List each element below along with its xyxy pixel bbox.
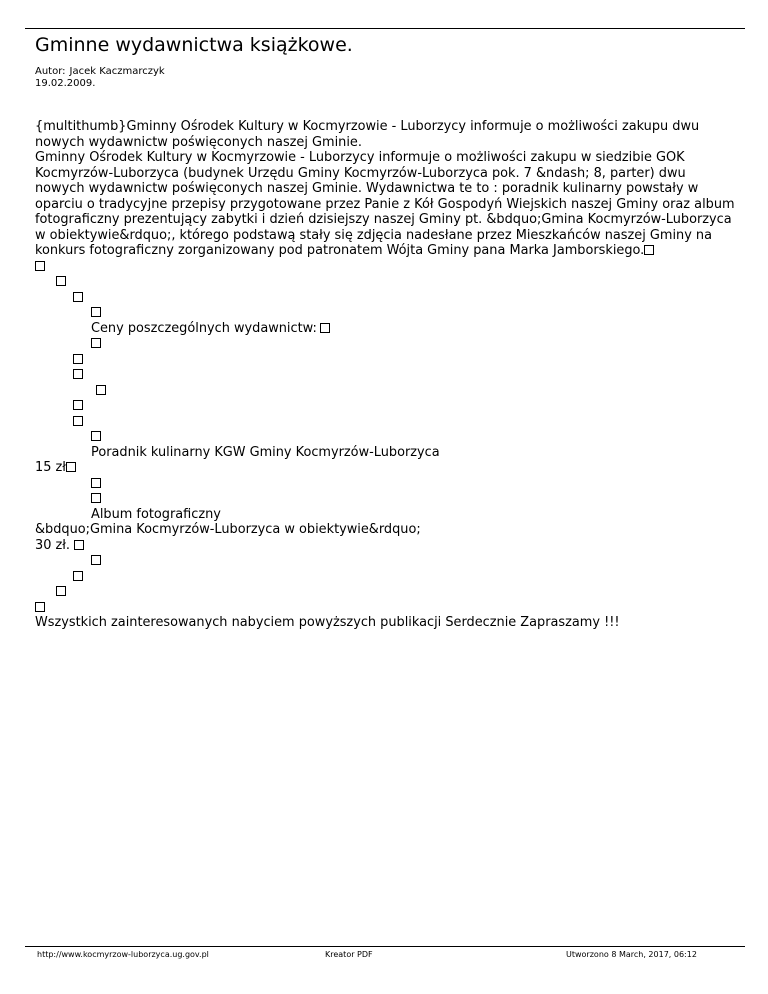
- footer-divider: [25, 946, 745, 947]
- author-label: Autor:: [35, 66, 66, 77]
- missing-glyph-icon: [56, 586, 66, 596]
- page-title: Gminne wydawnictwa książkowe.: [35, 34, 353, 56]
- missing-glyph-icon: [35, 261, 45, 271]
- missing-glyph-icon: [56, 276, 66, 286]
- item2-name: Album fotograficzny: [91, 506, 221, 522]
- missing-glyph-icon: [320, 323, 330, 333]
- missing-glyph-icon: [91, 493, 101, 503]
- closing-line: Wszystkich zainteresowanych nabyciem powyższych publikacji Serdecznie Zapraszamy !!!: [35, 615, 620, 630]
- missing-glyph-icon: [644, 245, 654, 255]
- intro-paragraph: {multithumb}Gminny Ośrodek Kultury w Kocmyrzowie - Luborzycy informuje o możliwości zakupu dwu nowych wydawnictw poświęconych naszej Gminie.: [35, 119, 700, 150]
- article-body: [35, 119, 735, 631]
- item1-name: Poradnik kulinarny KGW Gminy Kocmyrzów-Luborzyca: [91, 444, 440, 460]
- missing-glyph-icon: [91, 431, 101, 441]
- item1-price: 15 zł: [35, 460, 735, 476]
- main-paragraph: Gminny Ośrodek Kultury w Kocmyrzowie - Luborzycy informuje o możliwości zakupu w siedzibie GOK Kocmyrzów-Luborzyca (budynek Urzędu Gminy Kocmyrzów-Luborzyca pok. 7 &ndash; 8, parter) dwu nowych wydawnictw poświęconych naszej Gminie. Wydawnictwa te to : poradnik kulinarny powstały w oparciu o tradycyjne przepisy przygotowane przez Panie z Kół Gospodyń Wiejskich naszej Gminy oraz album fotograficzny prezentujący zabytki i dzień dzisiejszy naszej Gminy pt. &bdquo;Gmina Kocmyrzów-Luborzyca w obiektywie&rdquo;, którego podstawą stały się zdjęcia nadesłane przez Mieszkańców naszej Gminy na konkurs fotograficzny zorganizowany pod patronatem Wójta Gminy pana Marka Jamborskiego.: [35, 150, 735, 258]
- item2-price: 30 zł.: [35, 538, 735, 554]
- missing-glyph-icon: [73, 354, 83, 364]
- footer-url[interactable]: http://www.kocmyrzow-luborzyca.ug.gov.pl: [37, 950, 209, 959]
- missing-glyph-icon: [96, 385, 106, 395]
- missing-glyph-icon: [91, 338, 101, 348]
- footer-generator: Kreator PDF: [325, 950, 373, 959]
- missing-glyph-icon: [91, 307, 101, 317]
- missing-glyph-icon: [73, 416, 83, 426]
- missing-glyph-icon: [73, 400, 83, 410]
- missing-glyph-icon: [66, 462, 76, 472]
- missing-glyph-icon: [91, 555, 101, 565]
- missing-glyph-icon: [73, 369, 83, 379]
- prices-heading: Ceny poszczególnych wydawnictw:: [35, 321, 735, 337]
- missing-glyph-icon: [35, 602, 45, 612]
- missing-glyph-icon: [91, 478, 101, 488]
- author-name: Jacek Kaczmarczyk: [69, 66, 165, 77]
- missing-glyph-icon: [73, 571, 83, 581]
- top-divider: [25, 28, 745, 29]
- missing-glyph-icon: [73, 292, 83, 302]
- item2-subtitle: &bdquo;Gmina Kocmyrzów-Luborzyca w obiektywie&rdquo;: [35, 522, 421, 537]
- missing-glyph-icon: [74, 540, 84, 550]
- article-meta: [35, 66, 165, 90]
- footer-created: Utworzono 8 March, 2017, 06:12: [566, 950, 697, 959]
- article-date: 19.02.2009.: [35, 78, 96, 89]
